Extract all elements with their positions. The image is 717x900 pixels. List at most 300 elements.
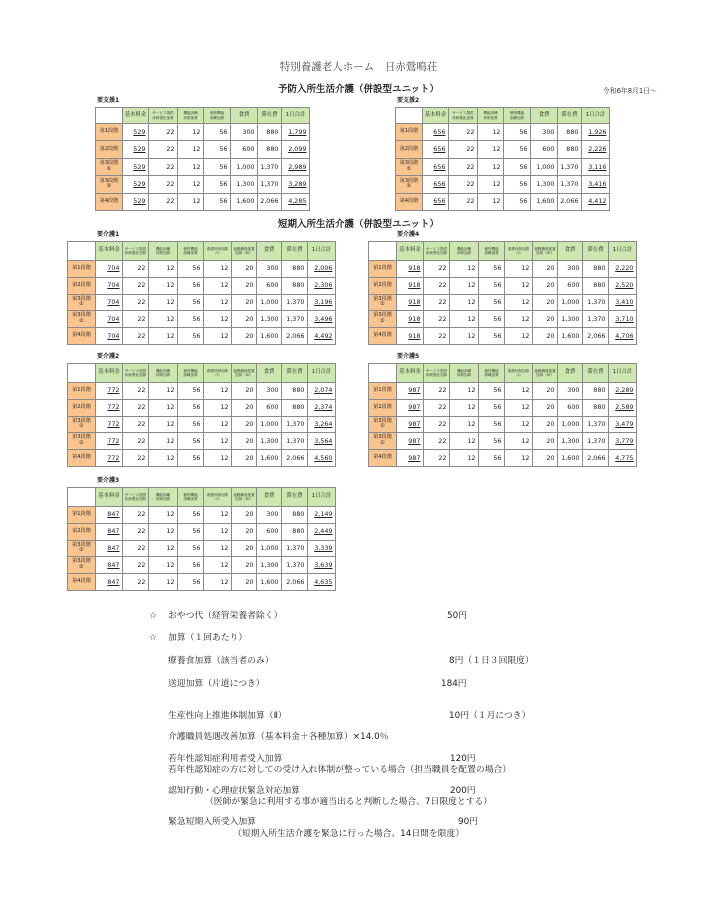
cell-value: 600	[266, 403, 279, 412]
cell-value: 12	[492, 179, 501, 188]
cell-night-staff-addition	[232, 450, 257, 467]
cell-value: 12	[467, 453, 476, 462]
cell-value: 2,066	[286, 331, 305, 340]
cell-stay-cost	[558, 158, 582, 175]
cell-value: 3,779	[615, 436, 634, 445]
cell-daily-total	[308, 328, 336, 345]
stage-label-text: 第3段階	[399, 177, 419, 184]
cell-functional-training-system-addition	[149, 523, 178, 540]
cell-value: 1,300	[536, 179, 555, 188]
cell-nursing-system-addition	[505, 433, 533, 450]
stage-label-text: ①	[79, 301, 84, 308]
column-header-service-system-addition	[123, 242, 149, 261]
cell-daily-total	[609, 261, 637, 278]
cell-value: 4,635	[314, 577, 333, 586]
cell-value: 12	[166, 386, 175, 395]
cell-value: 1,300	[561, 436, 580, 445]
column-header-meal-cost	[257, 242, 282, 261]
column-header-text: 加算（Ⅳ）	[235, 373, 253, 377]
cell-value: 56	[192, 403, 201, 412]
column-header-text: 体制強化加算	[425, 373, 448, 377]
cell-functional-training-system-addition	[178, 176, 204, 193]
cell-value: 1,000	[260, 298, 279, 307]
cell-meal-cost	[531, 176, 558, 193]
column-header-text: （Ⅰ）	[213, 497, 222, 501]
cell-functional-training-system-addition	[149, 433, 178, 450]
column-header-text: 訓練加算	[484, 251, 499, 255]
cell-value: 22	[466, 127, 475, 136]
cell-stay-cost	[282, 523, 308, 540]
cell-value: 987	[408, 403, 421, 412]
cell-value: 20	[245, 527, 254, 536]
column-header-text: 体制加算	[155, 373, 171, 377]
cell-nursing-system-addition	[204, 433, 232, 450]
cell-value: 22	[166, 197, 175, 206]
stage-label-text: 第1段階	[373, 264, 392, 271]
cell-functional-training-system-addition	[450, 433, 479, 450]
column-header-meal-cost	[231, 108, 258, 124]
table-row	[96, 124, 310, 141]
stage-label-text: 第1段階	[99, 128, 119, 135]
cell-stay-cost	[583, 311, 609, 328]
column-header-nursing-system-addition	[204, 488, 232, 507]
column-header-functional-training-system-addition	[149, 242, 178, 261]
cell-base-fee	[397, 311, 424, 328]
column-header-text: 1日合計	[612, 369, 633, 376]
stage-label-text: 第2段階	[72, 527, 91, 534]
table-row	[369, 450, 637, 467]
column-header-nursing-system-addition	[505, 364, 533, 383]
table-row	[68, 574, 336, 591]
cell-meal-cost	[257, 433, 282, 450]
cell-value: 56	[219, 162, 228, 171]
stage-label	[396, 124, 423, 141]
cell-value: 20	[245, 577, 254, 586]
cell-service-system-addition	[123, 383, 149, 400]
table-row	[369, 328, 637, 345]
stage-label-text: ②	[79, 564, 84, 571]
cell-value: 20	[245, 453, 254, 462]
cell-value: 880	[593, 264, 606, 273]
cell-functional-training-system-addition	[450, 450, 479, 467]
stage-label	[369, 311, 397, 328]
column-header-text: 訓練加算	[209, 115, 225, 120]
stage-label-text: 第2段階	[399, 145, 419, 152]
cell-service-system-addition	[424, 294, 450, 311]
cell-value: 1,370	[587, 314, 606, 323]
cell-value: 12	[166, 577, 175, 586]
cell-daily-total	[308, 399, 336, 416]
cell-functional-training-system-addition	[178, 124, 204, 141]
column-header-text: サービス提供	[124, 368, 147, 373]
cell-value: 56	[493, 420, 502, 429]
cell-individual-functional-training-addition	[479, 450, 505, 467]
stage-label	[96, 193, 123, 210]
cell-service-system-addition	[424, 399, 450, 416]
cell-stay-cost	[583, 294, 609, 311]
cell-value: 56	[493, 403, 502, 412]
cell-value: 12	[220, 420, 229, 429]
cell-value: 56	[493, 453, 502, 462]
cell-value: 880	[593, 281, 606, 290]
fee-table-yokaigo-2	[67, 363, 336, 467]
cell-value: 12	[220, 560, 229, 569]
cell-value: 2,066	[587, 331, 606, 340]
cell-value: 22	[137, 298, 146, 307]
cell-daily-total	[582, 158, 610, 175]
stage-label	[68, 328, 96, 345]
column-header-text: 訓練加算	[183, 497, 198, 501]
cell-value: 300	[542, 127, 555, 136]
cell-service-system-addition	[149, 176, 178, 193]
column-header-text: 訓練加算	[509, 115, 525, 120]
table-row	[68, 294, 336, 311]
stage-label-text: 第1段階	[72, 264, 91, 271]
column-header-text: 機能訓練	[155, 368, 171, 373]
cell-value: 3,289	[288, 179, 307, 188]
cell-daily-total	[282, 176, 310, 193]
cell-value: 20	[245, 281, 254, 290]
cell-stay-cost	[583, 328, 609, 345]
table-row	[369, 311, 637, 328]
cell-nursing-system-addition	[505, 450, 533, 467]
column-header-text: 加算（Ⅳ）	[235, 251, 253, 255]
cell-meal-cost	[558, 450, 583, 467]
cell-daily-total	[609, 433, 637, 450]
cell-value: 880	[566, 145, 579, 154]
cell-daily-total	[609, 311, 637, 328]
stage-label	[68, 574, 96, 591]
cell-value: 12	[467, 264, 476, 273]
table-row	[68, 557, 336, 574]
stage-label-text: 第4段階	[373, 454, 392, 461]
cell-meal-cost	[231, 141, 258, 158]
column-header-text: 滞在費	[286, 369, 303, 376]
cell-value: 22	[137, 281, 146, 290]
table-row	[396, 176, 610, 193]
cell-stay-cost	[282, 277, 308, 294]
cell-value: 4,412	[588, 197, 607, 206]
cell-value: 56	[192, 436, 201, 445]
column-header-text: 個別機能	[183, 368, 198, 373]
cell-service-system-addition	[123, 294, 149, 311]
cell-base-fee	[423, 124, 449, 141]
cell-value: 56	[519, 179, 528, 188]
cell-night-staff-addition	[232, 507, 257, 524]
column-header-text: 看護体制加算	[507, 246, 530, 251]
stage-label-text: 第2段階	[373, 281, 392, 288]
cell-value: 22	[438, 281, 447, 290]
cell-value: 12	[467, 386, 476, 395]
stage-label-text: 第4段階	[72, 578, 91, 585]
cell-value: 22	[438, 264, 447, 273]
cell-daily-total	[609, 328, 637, 345]
table-row	[68, 399, 336, 416]
column-header-stay-cost	[583, 364, 609, 383]
cell-functional-training-system-addition	[178, 158, 204, 175]
stage-label-text: ②	[106, 183, 112, 190]
cell-value: 529	[133, 197, 146, 206]
table-row	[68, 450, 336, 467]
cell-value: 20	[245, 420, 254, 429]
fee-table-yoshien-2	[395, 107, 610, 211]
cell-value: 4,285	[288, 197, 307, 206]
cell-value: 1,370	[286, 560, 305, 569]
cell-value: 656	[433, 145, 446, 154]
column-header-individual-functional-training-addition	[178, 364, 204, 383]
cell-value: 22	[137, 544, 146, 553]
cell-night-staff-addition	[533, 433, 558, 450]
cell-value: 1,926	[588, 127, 607, 136]
cell-base-fee	[423, 193, 449, 210]
cell-daily-total	[308, 261, 336, 278]
cell-value: 1,300	[260, 560, 279, 569]
cell-individual-functional-training-addition	[178, 450, 204, 467]
corner-cell	[68, 242, 96, 261]
cell-value: 56	[192, 264, 201, 273]
column-header-text: 個別機能	[484, 246, 499, 251]
stage-label-text: 第2段階	[373, 403, 392, 410]
stage-label-text: 第3段階	[99, 160, 119, 167]
cell-value: 56	[192, 560, 201, 569]
cell-stay-cost	[282, 311, 308, 328]
cell-value: 2,520	[615, 281, 634, 290]
cell-value: 704	[107, 298, 120, 307]
cell-functional-training-system-addition	[149, 277, 178, 294]
cell-value: 56	[219, 127, 228, 136]
cell-individual-functional-training-addition	[204, 124, 231, 141]
cell-value: 918	[408, 298, 421, 307]
cell-functional-training-system-addition	[149, 261, 178, 278]
stage-label	[68, 261, 96, 278]
cell-value: 2,066	[286, 577, 305, 586]
fee-table-yoshien-1	[95, 107, 310, 211]
cell-value: 1,370	[286, 544, 305, 553]
cell-meal-cost	[558, 328, 583, 345]
cell-nursing-system-addition	[505, 294, 533, 311]
column-header-text: 体制加算	[183, 115, 198, 120]
cell-base-fee	[397, 294, 424, 311]
column-header-individual-functional-training-addition	[504, 108, 531, 124]
stage-label-text: ①	[380, 301, 385, 308]
stage-label-text: 第2段階	[72, 403, 91, 410]
cell-base-fee	[397, 277, 424, 294]
cell-value: 880	[593, 386, 606, 395]
cell-stay-cost	[258, 176, 282, 193]
cell-night-staff-addition	[533, 383, 558, 400]
stage-label-text: 第3段階	[373, 312, 392, 319]
cell-value: 12	[521, 453, 530, 462]
cell-value: 20	[546, 314, 555, 323]
transport-price: 184円	[441, 679, 467, 689]
cell-night-staff-addition	[232, 311, 257, 328]
cell-night-staff-addition	[232, 433, 257, 450]
column-header-text: 滞在費	[286, 247, 303, 254]
cell-value: 12	[166, 544, 175, 553]
column-header-daily-total	[308, 364, 336, 383]
cell-service-system-addition	[123, 450, 149, 467]
table-row	[68, 507, 336, 524]
cell-service-system-addition	[123, 433, 149, 450]
cell-daily-total	[582, 141, 610, 158]
column-header-text: サービス提供	[152, 111, 174, 116]
cell-value: 22	[137, 420, 146, 429]
cell-functional-training-system-addition	[149, 450, 178, 467]
cell-nursing-system-addition	[204, 383, 232, 400]
cell-stay-cost	[282, 433, 308, 450]
column-header-text: 機能訓練	[483, 111, 498, 116]
column-header-service-system-addition	[123, 488, 149, 507]
cell-meal-cost	[231, 124, 258, 141]
cell-night-staff-addition	[533, 416, 558, 433]
cell-meal-cost	[257, 523, 282, 540]
column-header-text: 機能訓練	[456, 246, 472, 251]
cell-value: 772	[107, 453, 120, 462]
cell-value: 22	[137, 560, 146, 569]
cell-value: 12	[521, 314, 530, 323]
column-header-text: 1日合計	[585, 111, 606, 118]
cell-value: 918	[408, 281, 421, 290]
table-row	[369, 399, 637, 416]
cell-night-staff-addition	[533, 399, 558, 416]
table-row	[369, 416, 637, 433]
cell-value: 1,000	[236, 162, 255, 171]
cell-value: 22	[137, 453, 146, 462]
cell-base-fee	[423, 141, 449, 158]
cell-value: 56	[219, 179, 228, 188]
cell-nursing-system-addition	[204, 277, 232, 294]
stage-label-text: 第1段階	[72, 386, 91, 393]
cell-value: 880	[292, 281, 305, 290]
cell-daily-total	[609, 383, 637, 400]
cell-value: 2,589	[615, 403, 634, 412]
cell-value: 529	[133, 145, 146, 154]
cell-value: 704	[107, 264, 120, 273]
cell-meal-cost	[231, 193, 258, 210]
column-header-nursing-system-addition	[505, 242, 533, 261]
cell-daily-total	[308, 450, 336, 467]
cell-value: 12	[521, 403, 530, 412]
cell-service-system-addition	[123, 261, 149, 278]
table-row	[396, 124, 610, 141]
cell-nursing-system-addition	[204, 574, 232, 591]
cell-nursing-system-addition	[505, 311, 533, 328]
column-header-text: 1日合計	[285, 111, 306, 118]
cell-individual-functional-training-addition	[178, 277, 204, 294]
cell-meal-cost	[558, 383, 583, 400]
stage-label	[369, 416, 397, 433]
cell-value: 880	[292, 386, 305, 395]
cell-value: 56	[192, 298, 201, 307]
column-header-text: 体制強化加算	[124, 373, 147, 377]
cell-value: 704	[107, 331, 120, 340]
stage-label	[369, 383, 397, 400]
cell-night-staff-addition	[232, 523, 257, 540]
cell-night-staff-addition	[232, 277, 257, 294]
column-header-text: （Ⅰ）	[514, 373, 523, 377]
stage-label	[96, 176, 123, 193]
cell-meal-cost	[231, 158, 258, 175]
cell-functional-training-system-addition	[149, 557, 178, 574]
column-header-text: サービス提供	[425, 246, 448, 251]
cell-value: 2,006	[314, 264, 333, 273]
cell-stay-cost	[282, 507, 308, 524]
cell-value: 22	[466, 197, 475, 206]
cell-value: 56	[519, 162, 528, 171]
cell-individual-functional-training-addition	[178, 328, 204, 345]
column-header-text: 加算（Ⅳ）	[536, 373, 554, 377]
column-header-night-staff-addition	[533, 364, 558, 383]
cell-service-system-addition	[424, 383, 450, 400]
cell-value: 880	[266, 127, 279, 136]
stage-label	[369, 433, 397, 450]
column-header-text: サービス提供	[124, 246, 147, 251]
cell-value: 22	[166, 162, 175, 171]
cell-meal-cost	[558, 399, 583, 416]
cell-meal-cost	[531, 193, 558, 210]
cell-value: 20	[245, 314, 254, 323]
cell-value: 22	[137, 386, 146, 395]
cell-daily-total	[308, 311, 336, 328]
cell-value: 20	[546, 403, 555, 412]
cell-service-system-addition	[149, 141, 178, 158]
cell-value: 918	[408, 264, 421, 273]
cell-functional-training-system-addition	[149, 540, 178, 557]
cell-value: 656	[433, 127, 446, 136]
cell-meal-cost	[257, 540, 282, 557]
cell-meal-cost	[231, 176, 258, 193]
column-header-meal-cost	[558, 242, 583, 261]
column-header-functional-training-system-addition	[478, 108, 504, 124]
column-header-text: 1日合計	[311, 247, 332, 254]
cell-value: 56	[192, 544, 201, 553]
cell-nursing-system-addition	[204, 261, 232, 278]
emergency-short-stay-condition: （短期入所生活介護を緊急に行った場合、14日間を限度）	[233, 829, 465, 839]
cell-stay-cost	[282, 416, 308, 433]
cell-base-fee	[423, 158, 449, 175]
cell-daily-total	[308, 416, 336, 433]
table-row	[396, 158, 610, 175]
cell-value: 20	[245, 264, 254, 273]
corner-cell	[369, 242, 397, 261]
cell-value: 300	[266, 264, 279, 273]
table-row	[96, 176, 310, 193]
table-row	[369, 383, 637, 400]
cell-stay-cost	[282, 574, 308, 591]
cell-daily-total	[282, 141, 310, 158]
cell-stay-cost	[583, 383, 609, 400]
therapeutic-meal-price: 8円（１日３回限度）	[449, 656, 534, 666]
cell-nursing-system-addition	[505, 383, 533, 400]
cell-value: 529	[133, 127, 146, 136]
cell-value: 987	[408, 386, 421, 395]
cell-value: 20	[546, 264, 555, 273]
cell-meal-cost	[257, 294, 282, 311]
cell-daily-total	[308, 557, 336, 574]
cell-base-fee	[96, 416, 123, 433]
cell-base-fee	[96, 557, 123, 574]
cell-base-fee	[397, 383, 424, 400]
column-header-text: 食費	[564, 369, 576, 376]
cell-value: 20	[546, 281, 555, 290]
column-header-text: 基本料金	[98, 493, 120, 500]
table-label-yokaigo-5: 要介護5	[397, 353, 420, 360]
stage-label	[369, 450, 397, 467]
facility-name: 特別養護老人ホーム 日赤鶯鳴荘	[279, 61, 438, 73]
cell-base-fee	[96, 433, 123, 450]
cell-base-fee	[96, 540, 123, 557]
cell-service-system-addition	[149, 193, 178, 210]
